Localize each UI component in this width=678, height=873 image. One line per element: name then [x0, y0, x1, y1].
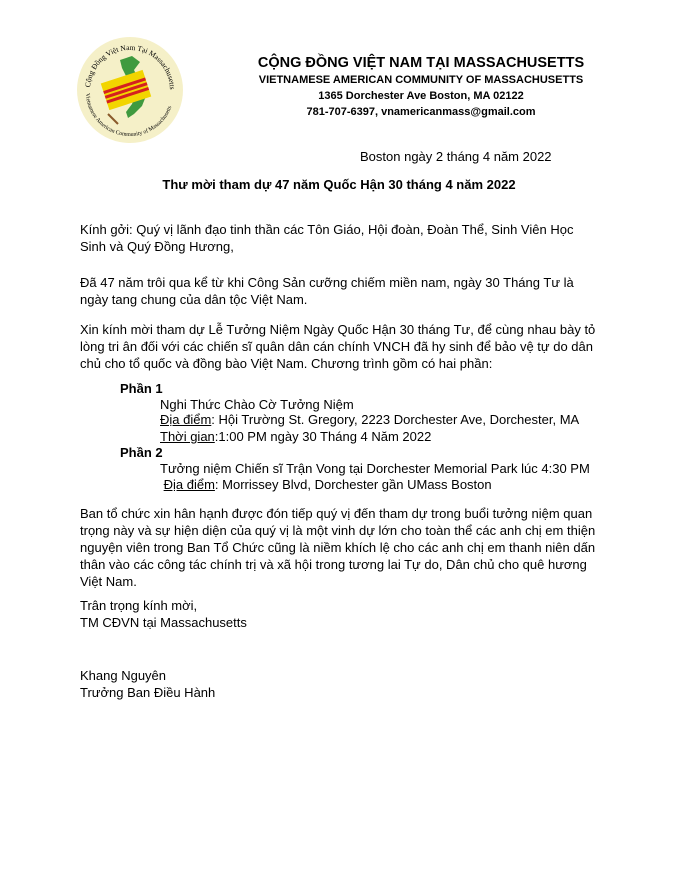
org-name-english: VIETNAMESE AMERICAN COMMUNITY OF MASSACHUSETTS — [258, 74, 584, 86]
part1-time — [160, 428, 431, 445]
logo-top-text: Cộng Đồng Việt Nam Tại Massachusetts — [83, 42, 178, 90]
org-name-vietnamese: CỘNG ĐỒNG VIỆT NAM TẠI MASSACHUSETTS — [257, 55, 585, 71]
letterhead — [256, 54, 586, 120]
closing-paragraph: Ban tổ chức xin hân hạnh được đón tiếp quý vị đến tham dự trong buổi tưởng niệm quan trọng này và sự hiện diện của quý vị là một vinh dự lớn cho toàn thể các anh chị em thiện nguyện viên trong Ban Tổ Chức cũng là niềm khích lệ cho các anh chị em thanh niên dấn thân vào các công tác chính trị và xã hội trong tương lai Tự do, Dân chủ cho quê hương Việt Nam. — [80, 506, 596, 589]
intro-paragraph: Đã 47 năm trôi qua kể từ khi Công Sản cưỡng chiếm miền nam, ngày 30 Tháng Tư là ngày tang chung của dân tộc Việt Nam. — [80, 275, 574, 307]
part2-memorial: Tưởng niệm Chiến sĩ Trận Vong tại Dorchester Memorial Park lúc 4:30 PM — [160, 461, 590, 476]
org-address: 1365 Dorchester Ave Boston, MA 02122 — [318, 90, 524, 102]
part2-location-value: : Morrissey Blvd, Dorchester gần UMass Boston — [214, 477, 492, 492]
logo-bottom-text: Vietnamese American Community of Massachusetts — [83, 93, 174, 139]
part2-location-label: Địa điểm — [163, 477, 215, 492]
part1-ceremony: Nghi Thức Chào Cờ Tưởng Niệm — [160, 397, 354, 412]
greeting-paragraph: Kính gởi: Quý vị lãnh đạo tinh thần các Tôn Giáo, Hội đoàn, Đoàn Thể, Sinh Viên Học Sinh và Quý Đồng Hương, — [80, 222, 574, 254]
closing-salutation: Trân trọng kính mời, — [80, 598, 198, 613]
part2-heading: Phần 2 — [120, 445, 163, 460]
part1-heading: Phần 1 — [120, 381, 163, 396]
invitation-paragraph: Xin kính mời tham dự Lễ Tưởng Niệm Ngày Quốc Hận 30 tháng Tư, để cùng nhau bày tỏ lòng tri ân đối với các chiến sĩ quân dân cán chính VNCH đã hy sinh để bảo vệ tự do dân chủ cho tổ quốc và đồng bào Việt Nam. Chương trình gồm có hai phần: — [80, 322, 596, 371]
signer-name: Khang Nguyên — [80, 668, 167, 683]
closing-block — [80, 597, 600, 631]
part1-location-label: Địa điểm — [160, 412, 212, 427]
date-line: Boston ngày 2 tháng 4 năm 2022 — [360, 149, 552, 164]
signature-block — [80, 667, 600, 701]
letter-title: Thư mời tham dự 47 năm Quốc Hận 30 tháng 4 năm 2022 — [162, 177, 516, 192]
part1-location — [160, 411, 579, 428]
part1-time-label: Thời gian — [160, 429, 215, 444]
part1-time-value: :1:00 PM ngày 30 Tháng 4 Năm 2022 — [214, 429, 432, 444]
signer-role: Trưởng Ban Điều Hành — [80, 685, 216, 700]
organization-logo — [76, 36, 184, 144]
part1-location-value: : Hội Trường St. Gregory, 2223 Dorchester Ave, Dorchester, MA — [211, 412, 580, 427]
org-contact: 781-707-6397, vnamericanmass@gmail.com — [306, 106, 536, 118]
part2-location — [160, 476, 492, 493]
closing-on-behalf: TM CĐVN tại Massachusetts — [80, 615, 247, 630]
